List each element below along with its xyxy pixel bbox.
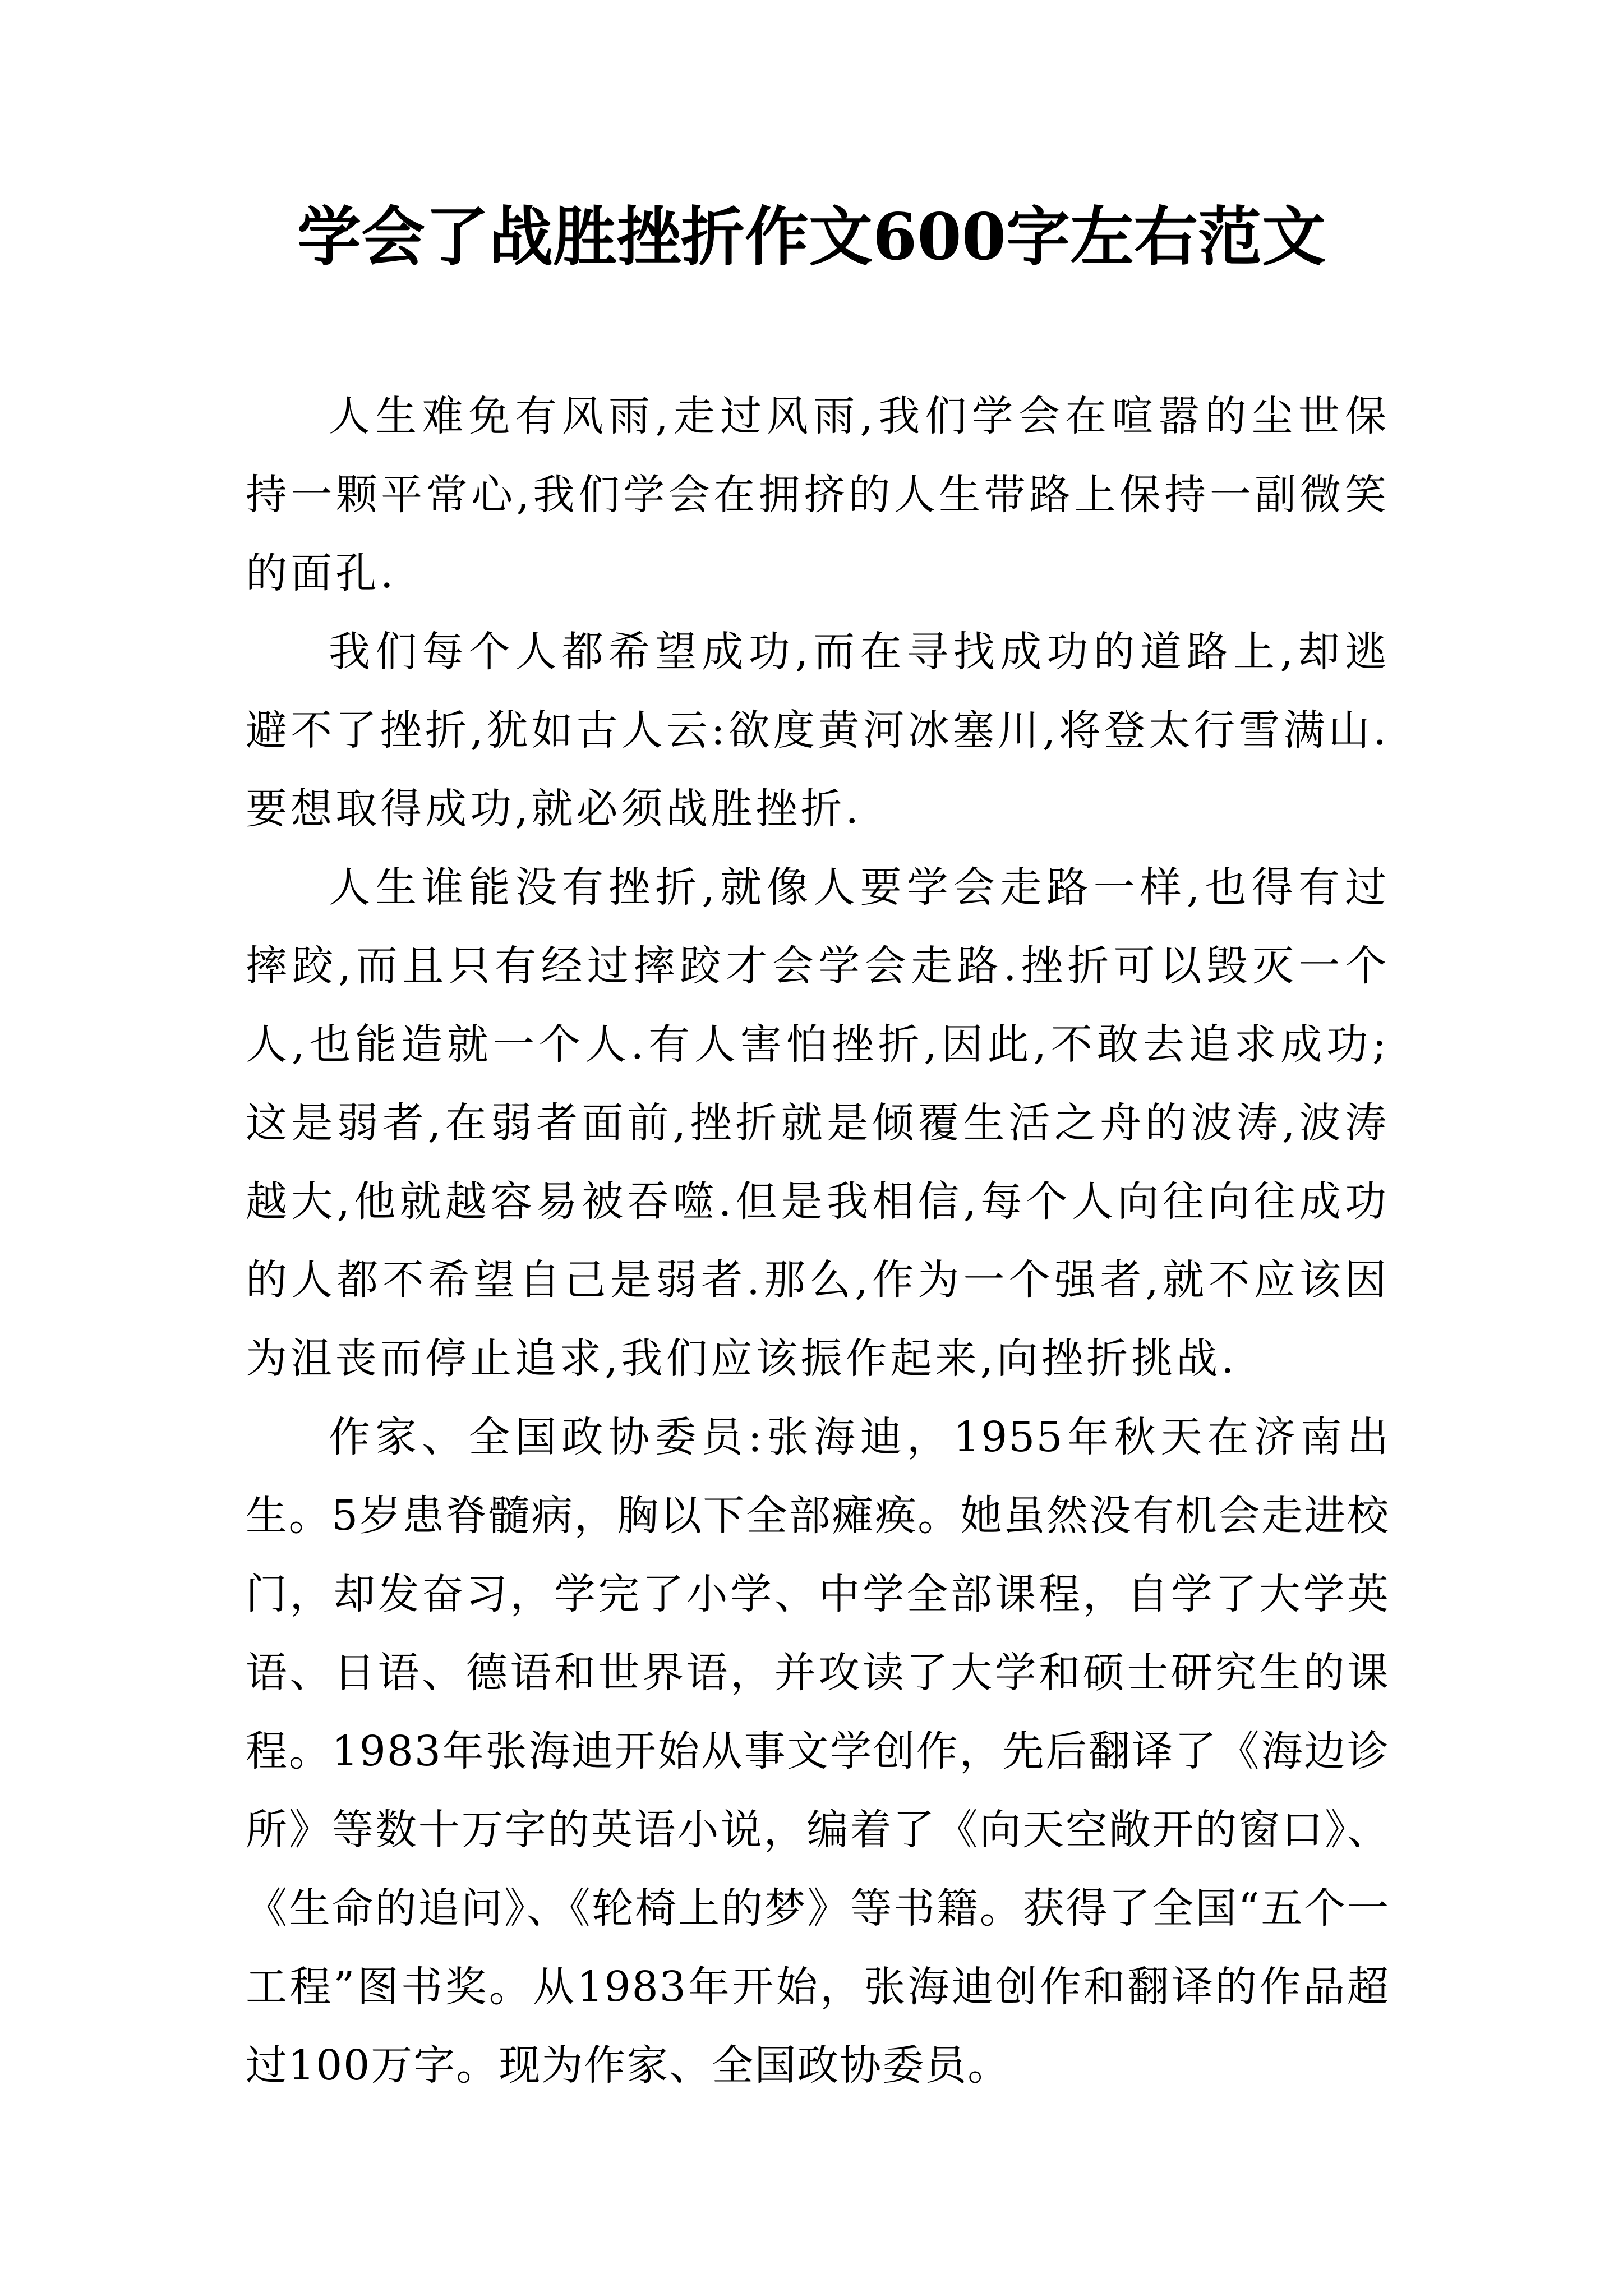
paragraph-1: 人生难免有风雨,走过风雨,我们学会在喧嚣的尘世保持一颗平常心,我们学会在拥挤的人生带路上保持一副微笑的面孔. [246,392,1390,597]
paragraph-3: 人生谁能没有挫折,就像人要学会走路一样,也得有过摔跤,而且只有经过摔跤才会学会走路.挫折可以毁灭一个人,也能造就一个人.有人害怕挫折,因此,不敢去追求成功;这是弱者,在弱者面前,挫折就是倾覆生活之舟的波涛,波涛越大,他就越容易被吞噬.但是我相信,每个人向往向往成功的人都不希望自己是弱者.那么,作为一个强者,就不应该因为沮丧而停止追求,我们应该振作起来,向挫折挑战. [246,863,1390,1383]
document-title: 学会了战胜挫折作文600字左右范文 [297,199,1326,274]
paragraph-2: 我们每个人都希望成功,而在寻找成功的道路上,却逃避不了挫折,犹如古人云:欲度黄河冰塞川,将登太行雪满山.要想取得成功,就必须战胜挫折. [246,628,1390,833]
paragraph-4: 作家、全国政协委员:张海迪，1955年秋天在济南出生。5岁患脊髓病，胸以下全部瘫痪。她虽然没有机会走进校门，却发奋习，学完了小学、中学全部课程，自学了大学英语、日语、德语和世界语，并攻读了大学和硕士研究生的课程。1983年张海迪开始从事文学创作，先后翻译了《海边诊所》等数十万字的英语小说，编着了《向天空敞开的窗口》、《生命的追问》、《轮椅上的梦》等书籍。获得了全国“五个一工程”图书奖。从1983年开始，张海迪创作和翻译的作品超过100万字。现为作家、全国政协委员。 [246,1413,1390,2090]
document-body [246,377,1390,2105]
